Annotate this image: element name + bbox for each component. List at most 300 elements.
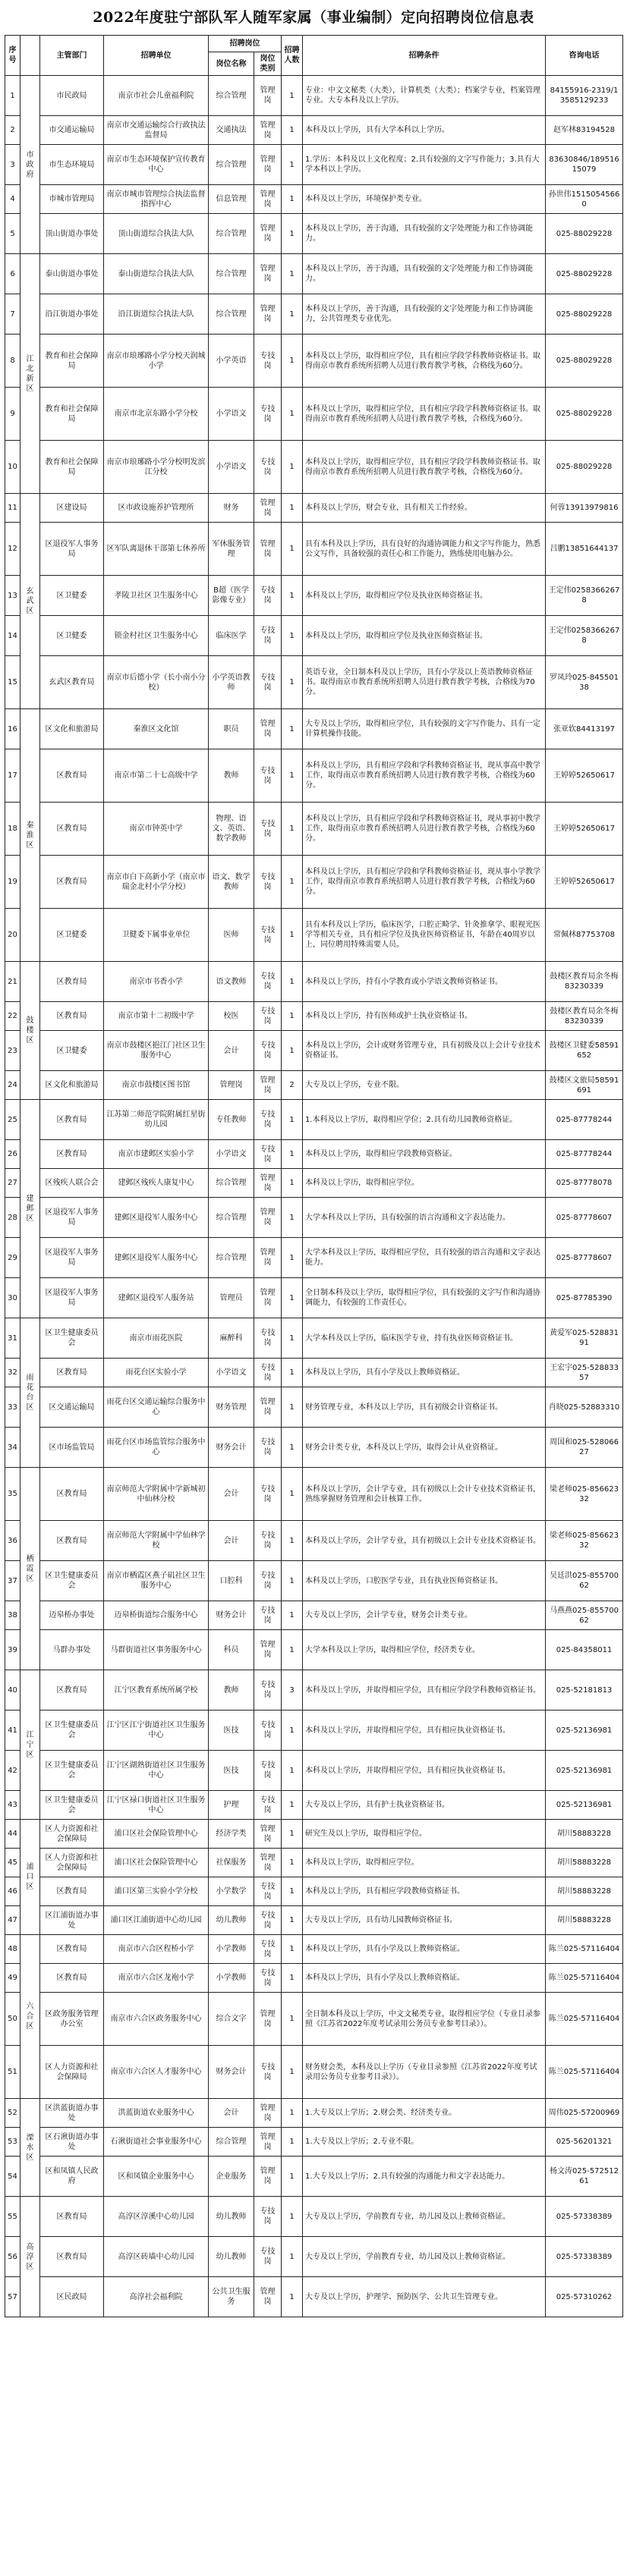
dept-cell: 区教育局: [40, 1359, 104, 1387]
unit-cell: 南京市后德小学（长小南小分校）: [104, 656, 209, 709]
dept-cell: 顶山街道办事处: [40, 214, 104, 254]
dept-cell: 区教育局: [40, 1002, 104, 1031]
phone-cell: 梁老师025-85662332: [546, 1521, 623, 1561]
unit-cell: 雨花台区市场监管综合服务中心: [104, 1428, 209, 1468]
dept-cell: 区卫健委: [40, 616, 104, 656]
type-cell: 专技岗: [254, 388, 282, 441]
type-cell: 专技岗: [254, 1877, 282, 1906]
district-cell: 秦淮区: [20, 709, 40, 962]
post-cell: 小学语文: [209, 388, 254, 441]
unit-cell: 高淳区砖墙中心幼儿园: [104, 2237, 209, 2277]
unit-cell: 建邺区退役军人服务中心: [104, 1238, 209, 1278]
count-cell: 2: [282, 1071, 303, 1100]
count-cell: 1: [282, 388, 303, 441]
table-row: [5, 2099, 623, 2128]
table-row: [5, 185, 623, 214]
phone-cell: 赵军林83194528: [546, 116, 623, 145]
unit-cell: 江苏第二师范学院附属红星街幼儿园: [104, 1100, 209, 1140]
phone-cell: 杨文涛025-57251261: [546, 2157, 623, 2197]
table-row: [5, 388, 623, 441]
unit-cell: 浦口区社会保险管理中心: [104, 1820, 209, 1849]
count-cell: 1: [282, 1198, 303, 1238]
cond-cell: 大专及以上学历，具有护士执业资格证书。: [303, 1791, 546, 1820]
count-cell: 1: [282, 1849, 303, 1877]
seq-cell: 7: [5, 294, 20, 335]
dept-cell: 区教育局: [40, 1140, 104, 1169]
phone-cell: 陈兰025-57116404: [546, 1964, 623, 1993]
type-cell: 管理岗: [254, 294, 282, 335]
dept-cell: 区人力资源和社会保障局: [40, 2046, 104, 2099]
type-cell: 专技岗: [254, 749, 282, 803]
dept-cell: 区市场监管局: [40, 1428, 104, 1468]
unit-cell: 沿江街道综合执法大队: [104, 294, 209, 335]
cond-cell: 本科及以上学历，取得相应学位，具有相应学段学科教师资格证书。取得南京市教育系统所招聘人员进行教育教学考核，合格线为60分。: [303, 441, 546, 494]
type-cell: 专技岗: [254, 1100, 282, 1140]
dept-cell: 区教育局: [40, 1964, 104, 1993]
cond-cell: 本科及以上学历，善于沟通，具有较强的文字处理能力和工作协调能力。: [303, 254, 546, 294]
count-cell: 1: [282, 1169, 303, 1198]
count-cell: 1: [282, 1387, 303, 1428]
count-cell: 1: [282, 803, 303, 856]
type-cell: 管理岗: [254, 1820, 282, 1849]
unit-cell: 南京市鼓楼区挹江门社区卫生服务中心: [104, 1031, 209, 1071]
phone-cell: 025-52136981: [546, 1791, 623, 1820]
post-cell: 幼儿教师: [209, 2197, 254, 2237]
dept-cell: 区退役军人事务局: [40, 1198, 104, 1238]
type-cell: 专技岗: [254, 441, 282, 494]
table-row: [5, 1791, 623, 1820]
post-cell: 企业服务: [209, 2157, 254, 2197]
type-cell: 专技岗: [254, 656, 282, 709]
cond-cell: 1.本科及以上学历，取得相应学位；2.具有幼儿园教师资格证。: [303, 1100, 546, 1140]
unit-cell: 江宁区江宁街道社区卫生服务中心: [104, 1711, 209, 1751]
seq-cell: 28: [5, 1198, 20, 1238]
phone-cell: 胡川58883228: [546, 1820, 623, 1849]
post-cell: 教师: [209, 749, 254, 803]
seq-cell: 10: [5, 441, 20, 494]
table-row: [5, 1387, 623, 1428]
unit-cell: 南京市钟英中学: [104, 803, 209, 856]
dept-cell: 区教育局: [40, 1468, 104, 1521]
post-cell: 军休服务管理: [209, 523, 254, 576]
phone-cell: 陈兰025-57116404: [546, 1935, 623, 1964]
unit-cell: 浦口区江浦街道中心幼儿园: [104, 1906, 209, 1935]
table-row: [5, 616, 623, 656]
post-cell: 科员: [209, 1630, 254, 1670]
cond-cell: 财务财会类，本科及以上学历（专业目录参照《江苏省2022年度考试录用公务员专业参考目录》）。: [303, 2046, 546, 2099]
dept-cell: 教育和社会保障局: [40, 441, 104, 494]
seq-cell: 49: [5, 1964, 20, 1993]
phone-cell: 025-87778244: [546, 1100, 623, 1140]
type-cell: 专技岗: [254, 1670, 282, 1711]
type-cell: 专技岗: [254, 803, 282, 856]
post-cell: 综合管理: [209, 1238, 254, 1278]
type-cell: 专技岗: [254, 1031, 282, 1071]
phone-cell: 025-84358011: [546, 1630, 623, 1670]
phone-cell: 025-88029228: [546, 294, 623, 335]
cond-cell: 1.学历：本科及以上文化程度；2.具有较强的文字写作能力；3.具有大学本科以上学历。: [303, 145, 546, 185]
phone-cell: 周国和025-52806627: [546, 1428, 623, 1468]
seq-cell: 39: [5, 1630, 20, 1670]
table-row: [5, 254, 623, 294]
phone-cell: 025-87778607: [546, 1198, 623, 1238]
post-cell: 管理岗: [209, 1071, 254, 1100]
seq-cell: 24: [5, 1071, 20, 1100]
table-row: [5, 1428, 623, 1468]
post-cell: 幼儿教师: [209, 2237, 254, 2277]
dept-cell: 区教育局: [40, 1935, 104, 1964]
cond-cell: 本科及以上学历，口腔医学专业，具有执业医师资格证书。: [303, 1561, 546, 1601]
post-cell: 小学教师: [209, 1935, 254, 1964]
cond-cell: 本科及以上学历，持有小学教育或小学语文教师资格证书。: [303, 962, 546, 1002]
count-cell: 1: [282, 616, 303, 656]
cond-cell: 大专及以上学历，护理学、预防医学、公共卫生管理专业。: [303, 2277, 546, 2317]
count-cell: 1: [282, 656, 303, 709]
cond-cell: 大专及以上学历，学前教育专业，幼儿园及以上教师资格证。: [303, 2237, 546, 2277]
type-cell: 专技岗: [254, 2197, 282, 2237]
dept-cell: 迈皋桥办事处: [40, 1601, 104, 1630]
seq-cell: 5: [5, 214, 20, 254]
unit-cell: 南京市琅琊路小学分校天润城小学: [104, 335, 209, 388]
table-row: [5, 1751, 623, 1791]
post-cell: 财务: [209, 494, 254, 523]
dept-cell: 区教育局: [40, 962, 104, 1002]
cond-cell: 具有本科及以上学历，具有良好的沟通协调能力和文字写作能力，熟悉公文写作，具备较强的责任心和工作能力，熟练使用电脑办公。: [303, 523, 546, 576]
district-cell: 栖霞区: [20, 1468, 40, 1670]
post-cell: 会计: [209, 1468, 254, 1521]
dept-cell: 区民政局: [40, 2277, 104, 2317]
cond-cell: 本科及以上学历，并取得相应学位，具有相应执业资格证书。: [303, 1751, 546, 1791]
cond-cell: 财务管理专业，本科及以上学历，具有初级会计资格证书。: [303, 1387, 546, 1428]
cond-cell: 本科及以上学历，具有大学本科以上学历。: [303, 116, 546, 145]
unit-cell: 南京市琅琊路小学分校明发滨江分校: [104, 441, 209, 494]
dept-cell: 区教育局: [40, 2197, 104, 2237]
post-cell: 小学英语: [209, 335, 254, 388]
table-row: [5, 523, 623, 576]
phone-cell: 025-88029228: [546, 388, 623, 441]
post-cell: 护理: [209, 1791, 254, 1820]
district-cell: 浦口区: [20, 1820, 40, 1935]
cond-cell: 大专及以上学历，学前教育专业，幼儿园及以上教师资格证。: [303, 2197, 546, 2237]
seq-cell: 4: [5, 185, 20, 214]
unit-cell: 迈皋桥街道综合服务中心: [104, 1601, 209, 1630]
district-cell: 鼓楼区: [20, 962, 40, 1100]
count-cell: 1: [282, 1601, 303, 1630]
table-row: [5, 1820, 623, 1849]
post-cell: 语文、数学教师: [209, 856, 254, 909]
post-cell: 会计: [209, 2099, 254, 2128]
dept-cell: 市民政局: [40, 76, 104, 116]
type-cell: 管理岗: [254, 1198, 282, 1238]
dept-cell: 区教育局: [40, 1670, 104, 1711]
cond-cell: 专业：中文文秘类（大类），计算机类（大类）；档案学专业，档案管理专业。大专本科及以上学历。: [303, 76, 546, 116]
count-cell: 1: [282, 1561, 303, 1601]
dept-cell: 区卫生健康委员会: [40, 1318, 104, 1359]
post-cell: 管理员: [209, 1278, 254, 1318]
seq-cell: 1: [5, 76, 20, 116]
phone-cell: 孙世伟15150545660: [546, 185, 623, 214]
table-row: [5, 2197, 623, 2237]
phone-cell: 025-88029228: [546, 441, 623, 494]
dept-cell: 区卫健委: [40, 909, 104, 962]
seq-cell: 8: [5, 335, 20, 388]
post-cell: 综合文字: [209, 1993, 254, 2046]
cond-cell: 大学本科及以上学历，具有较强的语言沟通和文字表达能力。: [303, 1198, 546, 1238]
table-row: [5, 1140, 623, 1169]
unit-cell: 南京市六合区龙袍小学: [104, 1964, 209, 1993]
unit-cell: 江宁区湖熟街道社区卫生服务中心: [104, 1751, 209, 1791]
table-row: [5, 76, 623, 116]
cond-cell: 本科及以上学历，取得相应学位及执业医师资格证书。: [303, 576, 546, 616]
header-unit: 招聘单位: [104, 36, 209, 76]
seq-cell: 47: [5, 1906, 20, 1935]
type-cell: 管理岗: [254, 214, 282, 254]
post-cell: 综合管理: [209, 254, 254, 294]
type-cell: 专技岗: [254, 1359, 282, 1387]
phone-cell: 肖晓025-52883310: [546, 1387, 623, 1428]
phone-cell: 周伟025-57200969: [546, 2099, 623, 2128]
phone-cell: 025-52136981: [546, 1711, 623, 1751]
type-cell: 专技岗: [254, 962, 282, 1002]
count-cell: 1: [282, 1630, 303, 1670]
seq-cell: 56: [5, 2237, 20, 2277]
cond-cell: 大学本科及以上学历，取得相应学位，经济类专业。: [303, 1630, 546, 1670]
seq-cell: 26: [5, 1140, 20, 1169]
type-cell: 专技岗: [254, 1521, 282, 1561]
phone-cell: 胡川58883228: [546, 1877, 623, 1906]
phone-cell: 鼓楼区文旅局58591691: [546, 1071, 623, 1100]
dept-cell: 教育和社会保障局: [40, 335, 104, 388]
count-cell: 1: [282, 1318, 303, 1359]
seq-cell: 25: [5, 1100, 20, 1140]
phone-cell: 罗凤玲025-84550138: [546, 656, 623, 709]
type-cell: 专技岗: [254, 576, 282, 616]
post-cell: 小学语文: [209, 1140, 254, 1169]
dept-cell: 教育和社会保障局: [40, 388, 104, 441]
cond-cell: 财务会计类专业，本科及以上学历，取得会计从业资格证。: [303, 1428, 546, 1468]
count-cell: 1: [282, 1820, 303, 1849]
dept-cell: 泰山街道办事处: [40, 254, 104, 294]
seq-cell: 2: [5, 116, 20, 145]
phone-cell: 鼓楼区卫健委58591652: [546, 1031, 623, 1071]
cond-cell: 大专及以上学历，会计学专业，财务会计类专业。: [303, 1601, 546, 1630]
post-cell: 语文教师: [209, 962, 254, 1002]
header-post-group: 招聘岗位: [209, 36, 282, 52]
seq-cell: 15: [5, 656, 20, 709]
seq-cell: 43: [5, 1791, 20, 1820]
phone-cell: 025-57338389: [546, 2197, 623, 2237]
unit-cell: 区和凤镇企业服务中心: [104, 2157, 209, 2197]
table-row: [5, 294, 623, 335]
seq-cell: 44: [5, 1820, 20, 1849]
seq-cell: 45: [5, 1849, 20, 1877]
dept-cell: 区卫生健康委员会: [40, 1561, 104, 1601]
type-cell: 专技岗: [254, 1711, 282, 1751]
table-row: [5, 1521, 623, 1561]
post-cell: 医师: [209, 909, 254, 962]
cond-cell: 本科及以上学历，取得相应学段教师资格证。: [303, 1140, 546, 1169]
count-cell: 1: [282, 576, 303, 616]
cond-cell: 1.大专及以上学历；2.具有较强的沟通能力和文字表达能力。: [303, 2157, 546, 2197]
dept-cell: 区退役军人事务局: [40, 523, 104, 576]
phone-cell: 王定伟02583662678: [546, 576, 623, 616]
seq-cell: 9: [5, 388, 20, 441]
unit-cell: 雨花台区交通运输综合服务中心: [104, 1387, 209, 1428]
type-cell: 专技岗: [254, 1428, 282, 1468]
cond-cell: 本科及以上学历，取得相应学位。: [303, 1169, 546, 1198]
phone-cell: 王婷婷52650617: [546, 856, 623, 909]
dept-cell: 市城市管理局: [40, 185, 104, 214]
type-cell: 专技岗: [254, 1906, 282, 1935]
seq-cell: 6: [5, 254, 20, 294]
table-row: [5, 2046, 623, 2099]
unit-cell: 马群街道社区事务服务中心: [104, 1630, 209, 1670]
header-district: [20, 36, 40, 76]
cond-cell: 大学本科及以上学历，临床医学专业，持有执业医师资格证书。: [303, 1318, 546, 1359]
dept-cell: 区卫生健康委员会: [40, 1751, 104, 1791]
table-row: [5, 909, 623, 962]
cond-cell: 本科及以上学历，具有小学及以上教师资格证。: [303, 1935, 546, 1964]
table-row: [5, 494, 623, 523]
post-cell: 综合管理: [209, 76, 254, 116]
unit-cell: 建邺区退役军人服务站: [104, 1278, 209, 1318]
phone-cell: 王定伟02583662678: [546, 616, 623, 656]
post-cell: 财务会计: [209, 1428, 254, 1468]
phone-cell: 陈兰025-57116404: [546, 2046, 623, 2099]
unit-cell: 南京市鼓楼区图书馆: [104, 1071, 209, 1100]
district-cell: 玄武区: [20, 494, 40, 709]
dept-cell: 区文化和旅游局: [40, 709, 104, 749]
unit-cell: 南京市建邺区实验小学: [104, 1140, 209, 1169]
cond-cell: 本科及以上学历，并取得相应学位，具有相应学段学科教师资格证书。: [303, 1670, 546, 1711]
phone-cell: 025-56201321: [546, 2128, 623, 2157]
unit-cell: 南京师范大学附属中学新城初中仙林分校: [104, 1468, 209, 1521]
seq-cell: 51: [5, 2046, 20, 2099]
count-cell: 1: [282, 2157, 303, 2197]
cond-cell: 本科及以上学历，具有相应学段和学科教师资格证书，现从事高中教学工作，取得南京市教育系统招聘人员进行教育教学考核，合格线为60分。: [303, 749, 546, 803]
seq-cell: 41: [5, 1711, 20, 1751]
type-cell: 专技岗: [254, 1468, 282, 1521]
count-cell: 1: [282, 909, 303, 962]
type-cell: 管理岗: [254, 254, 282, 294]
dept-cell: 区卫生健康委员会: [40, 1791, 104, 1820]
count-cell: 3: [282, 1670, 303, 1711]
table-row: [5, 1849, 623, 1877]
count-cell: 1: [282, 523, 303, 576]
dept-cell: 区退役军人事务局: [40, 1278, 104, 1318]
dept-cell: 区教育局: [40, 1877, 104, 1906]
header-post-name: 岗位名称: [209, 52, 254, 76]
cond-cell: 具有本科及以上学历，临床医学，口腔正畸学、针灸推拿学、眼视光医学等相关专业，具有相应学位及执业医师资格证书，年龄在40周岁以上，同位聘用特殊需要人员。: [303, 909, 546, 962]
dept-cell: 区卫生健康委员会: [40, 1711, 104, 1751]
seq-cell: 23: [5, 1031, 20, 1071]
count-cell: 1: [282, 1359, 303, 1387]
district-cell: 建邺区: [20, 1100, 40, 1318]
table-row: [5, 1964, 623, 1993]
type-cell: 管理岗: [254, 1278, 282, 1318]
unit-cell: 卫健委下属事业单位: [104, 909, 209, 962]
dept-cell: 区卫健委: [40, 1031, 104, 1071]
count-cell: 1: [282, 1993, 303, 2046]
phone-cell: 025-87785390: [546, 1278, 623, 1318]
dept-cell: 区教育局: [40, 1521, 104, 1561]
post-cell: 综合管理: [209, 294, 254, 335]
unit-cell: 区市政设施养护管理所: [104, 494, 209, 523]
cond-cell: 本科及以上学历，会计或财务管理专业，具有初级及以上会计专业技术资格证书。: [303, 1031, 546, 1071]
dept-cell: 区退役军人事务局: [40, 1238, 104, 1278]
type-cell: 专技岗: [254, 1964, 282, 1993]
unit-cell: 南京师范大学附属中学仙林学校: [104, 1521, 209, 1561]
post-cell: 财务会计: [209, 1601, 254, 1630]
type-cell: 专技岗: [254, 2237, 282, 2277]
post-cell: 专任教师: [209, 1100, 254, 1140]
cond-cell: 本科及以上学历，善于沟通，具有较强的文字处理能力和工作协调能力，公共管理类专业优先。: [303, 294, 546, 335]
phone-cell: 025-87778078: [546, 1169, 623, 1198]
count-cell: 1: [282, 254, 303, 294]
seq-cell: 52: [5, 2099, 20, 2128]
count-cell: 1: [282, 2197, 303, 2237]
header-count: 招聘人数: [282, 36, 303, 76]
table-row: [5, 1468, 623, 1521]
phone-cell: 陈兰025-57116404: [546, 1993, 623, 2046]
post-cell: 医技: [209, 1711, 254, 1751]
type-cell: 管理岗: [254, 1387, 282, 1428]
phone-cell: 吴廷洪025-85570062: [546, 1561, 623, 1601]
seq-cell: 16: [5, 709, 20, 749]
phone-cell: 025-88029228: [546, 214, 623, 254]
count-cell: 1: [282, 494, 303, 523]
unit-cell: 石湫街道社会事业服务中心: [104, 2128, 209, 2157]
table-row: [5, 856, 623, 909]
cond-cell: 本科及以上学历，取得相应学位，具有相应学段学科教师资格证书。取得南京市教育系统所招聘人员进行教育教学考核，合格线为60分。: [303, 335, 546, 388]
unit-cell: 南京市城市管理综合执法监督指挥中心: [104, 185, 209, 214]
type-cell: 专技岗: [254, 1140, 282, 1169]
post-cell: 小学数学: [209, 1877, 254, 1906]
unit-cell: 南京市白下高新小学（南京市瑞金北村小学分校）: [104, 856, 209, 909]
seq-cell: 29: [5, 1238, 20, 1278]
count-cell: 1: [282, 214, 303, 254]
post-cell: 职员: [209, 709, 254, 749]
unit-cell: 高淳社会福利院: [104, 2277, 209, 2317]
type-cell: 管理岗: [254, 709, 282, 749]
unit-cell: 南京市交通运输综合行政执法监督局: [104, 116, 209, 145]
cond-cell: 英语专业，全日制本科及以上学历，具有小学及以上英语教师资格证书。取得南京市教育系统所招聘人员进行教育教学考核，合格线为70分。: [303, 656, 546, 709]
count-cell: 1: [282, 2277, 303, 2317]
type-cell: 专技岗: [254, 856, 282, 909]
table-row: [5, 2128, 623, 2157]
district-cell: 江北新区: [20, 254, 40, 494]
table-row: [5, 1906, 623, 1935]
post-cell: 小学教师: [209, 1964, 254, 1993]
header-seq: 序号: [5, 36, 20, 76]
type-cell: 管理岗: [254, 2128, 282, 2157]
district-cell: 市政府: [20, 76, 40, 254]
count-cell: 1: [282, 1751, 303, 1791]
table-row: [5, 1318, 623, 1359]
unit-cell: 南京市书香小学: [104, 962, 209, 1002]
table-row: [5, 1670, 623, 1711]
table-row: [5, 1561, 623, 1601]
seq-cell: 54: [5, 2157, 20, 2197]
table-row: [5, 962, 623, 1002]
count-cell: 1: [282, 76, 303, 116]
dept-cell: 区石湫街道办事处: [40, 2128, 104, 2157]
post-cell: 财务会计: [209, 2046, 254, 2099]
table-row: [5, 1630, 623, 1670]
unit-cell: 江宁区教育系统所属学校: [104, 1670, 209, 1711]
dept-cell: 玄武区教育局: [40, 656, 104, 709]
count-cell: 1: [282, 1100, 303, 1140]
